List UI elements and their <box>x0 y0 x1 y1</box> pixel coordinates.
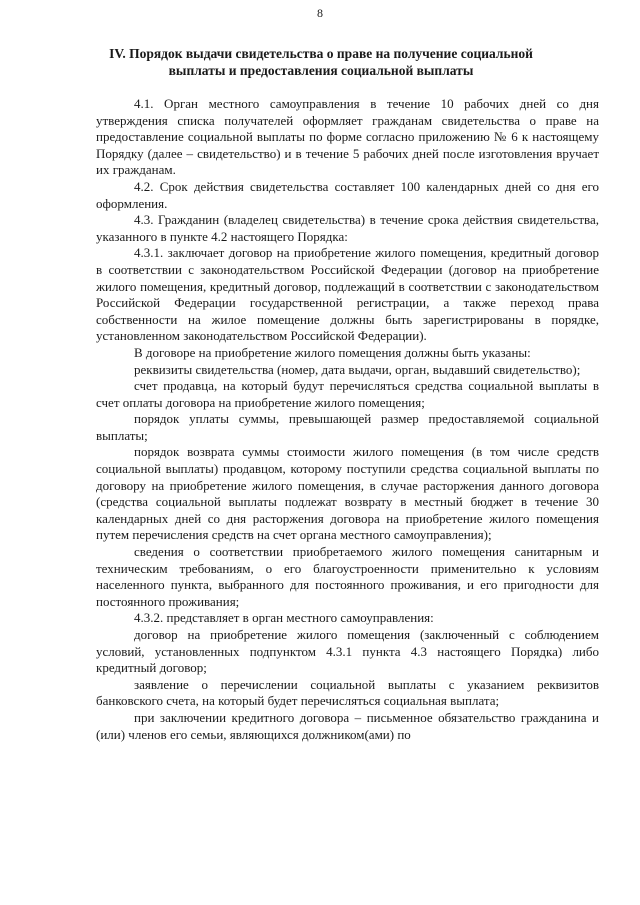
paragraph: при заключении кредитного договора – письменное обязательство гражданина и (или) членов его семьи, являющихся должником(ами) по <box>96 709 599 742</box>
paragraph: счет продавца, на который будут перечисляться средства социальной выплаты в счет оплаты договора на приобретение жилого помещения; <box>96 378 599 410</box>
paragraph: 4.3.2. представляет в орган местного самоуправления: <box>134 610 434 626</box>
paragraph: заявление о перечислении социальной выплаты с указанием реквизитов банковского счета, на который будет перечисляться социальная выплата; <box>96 676 599 709</box>
paragraph: 4.1. Орган местного самоуправления в течение 10 рабочих дней со дня утверждения списка получателей оформляет гражданам свидетельства о праве на предоставление социальной выплаты по форме согласно приложению № 6 к настоящему Порядку (далее – свидетельство) и в течение 5 рабочих дней после изготовления вручает их гражданам. <box>96 96 599 178</box>
paragraph: 4.2. Срок действия свидетельства составляет 100 календарных дней со дня его оформления. <box>96 178 599 211</box>
document-body <box>96 96 599 743</box>
paragraph: сведения о соответствии приобретаемого жилого помещения санитарным и техническим требованиям, о его благоустроенности применительно к условиям населенного пункта, выбранного для постоянного проживания, и его пригодности для постоянного проживания; <box>96 544 599 609</box>
paragraph: 4.3. Гражданин (владелец свидетельства) в течение срока действия свидетельства, указанного в пункте 4.2 настоящего Порядка: <box>96 212 599 244</box>
section-heading: IV. Порядок выдачи свидетельства о праве на получение социальной выплаты и предоставления социальной выплаты <box>109 46 533 78</box>
paragraph: договор на приобретение жилого помещения (заключенный с соблюдением условий, установленных подпунктом 4.3.1 пункта 4.3 настоящего Порядка) либо кредитный договор; <box>96 627 599 676</box>
paragraph: порядок возврата суммы стоимости жилого помещения (в том числе средств социальной выплаты) продавцом, которому поступили средства социальной выплаты по договору на приобретение жилого помещения, в случае расторжения данного договора (средства социальной выплаты подлежат возврату в местный бюджет в течение 30 календарных дней со дня расторжения договора на приобретение жилого помещения путем перечисления средств на счет органа местного самоуправления); <box>96 444 599 543</box>
paragraph: порядок уплаты суммы, превышающей размер предоставляемой социальной выплаты; <box>96 411 599 443</box>
paragraph: 4.3.1. заключает договор на приобретение жилого помещения, кредитный договор в соответствии с законодательством Российской Федерации (договор на приобретение жилого помещения, кредитный договор, подлежащий в соответствии с законодательством Российской Федерации государственной регистрации, а также переход права собственности на жилое помещение должны быть зарегистрированы в порядке, установленном законодательством Российской Федерации). <box>96 245 599 344</box>
page-number: 8 <box>317 6 323 20</box>
paragraph: В договоре на приобретение жилого помещения должны быть указаны: <box>134 344 531 360</box>
paragraph: реквизиты свидетельства (номер, дата выдачи, орган, выдавший свидетельство); <box>134 361 581 377</box>
